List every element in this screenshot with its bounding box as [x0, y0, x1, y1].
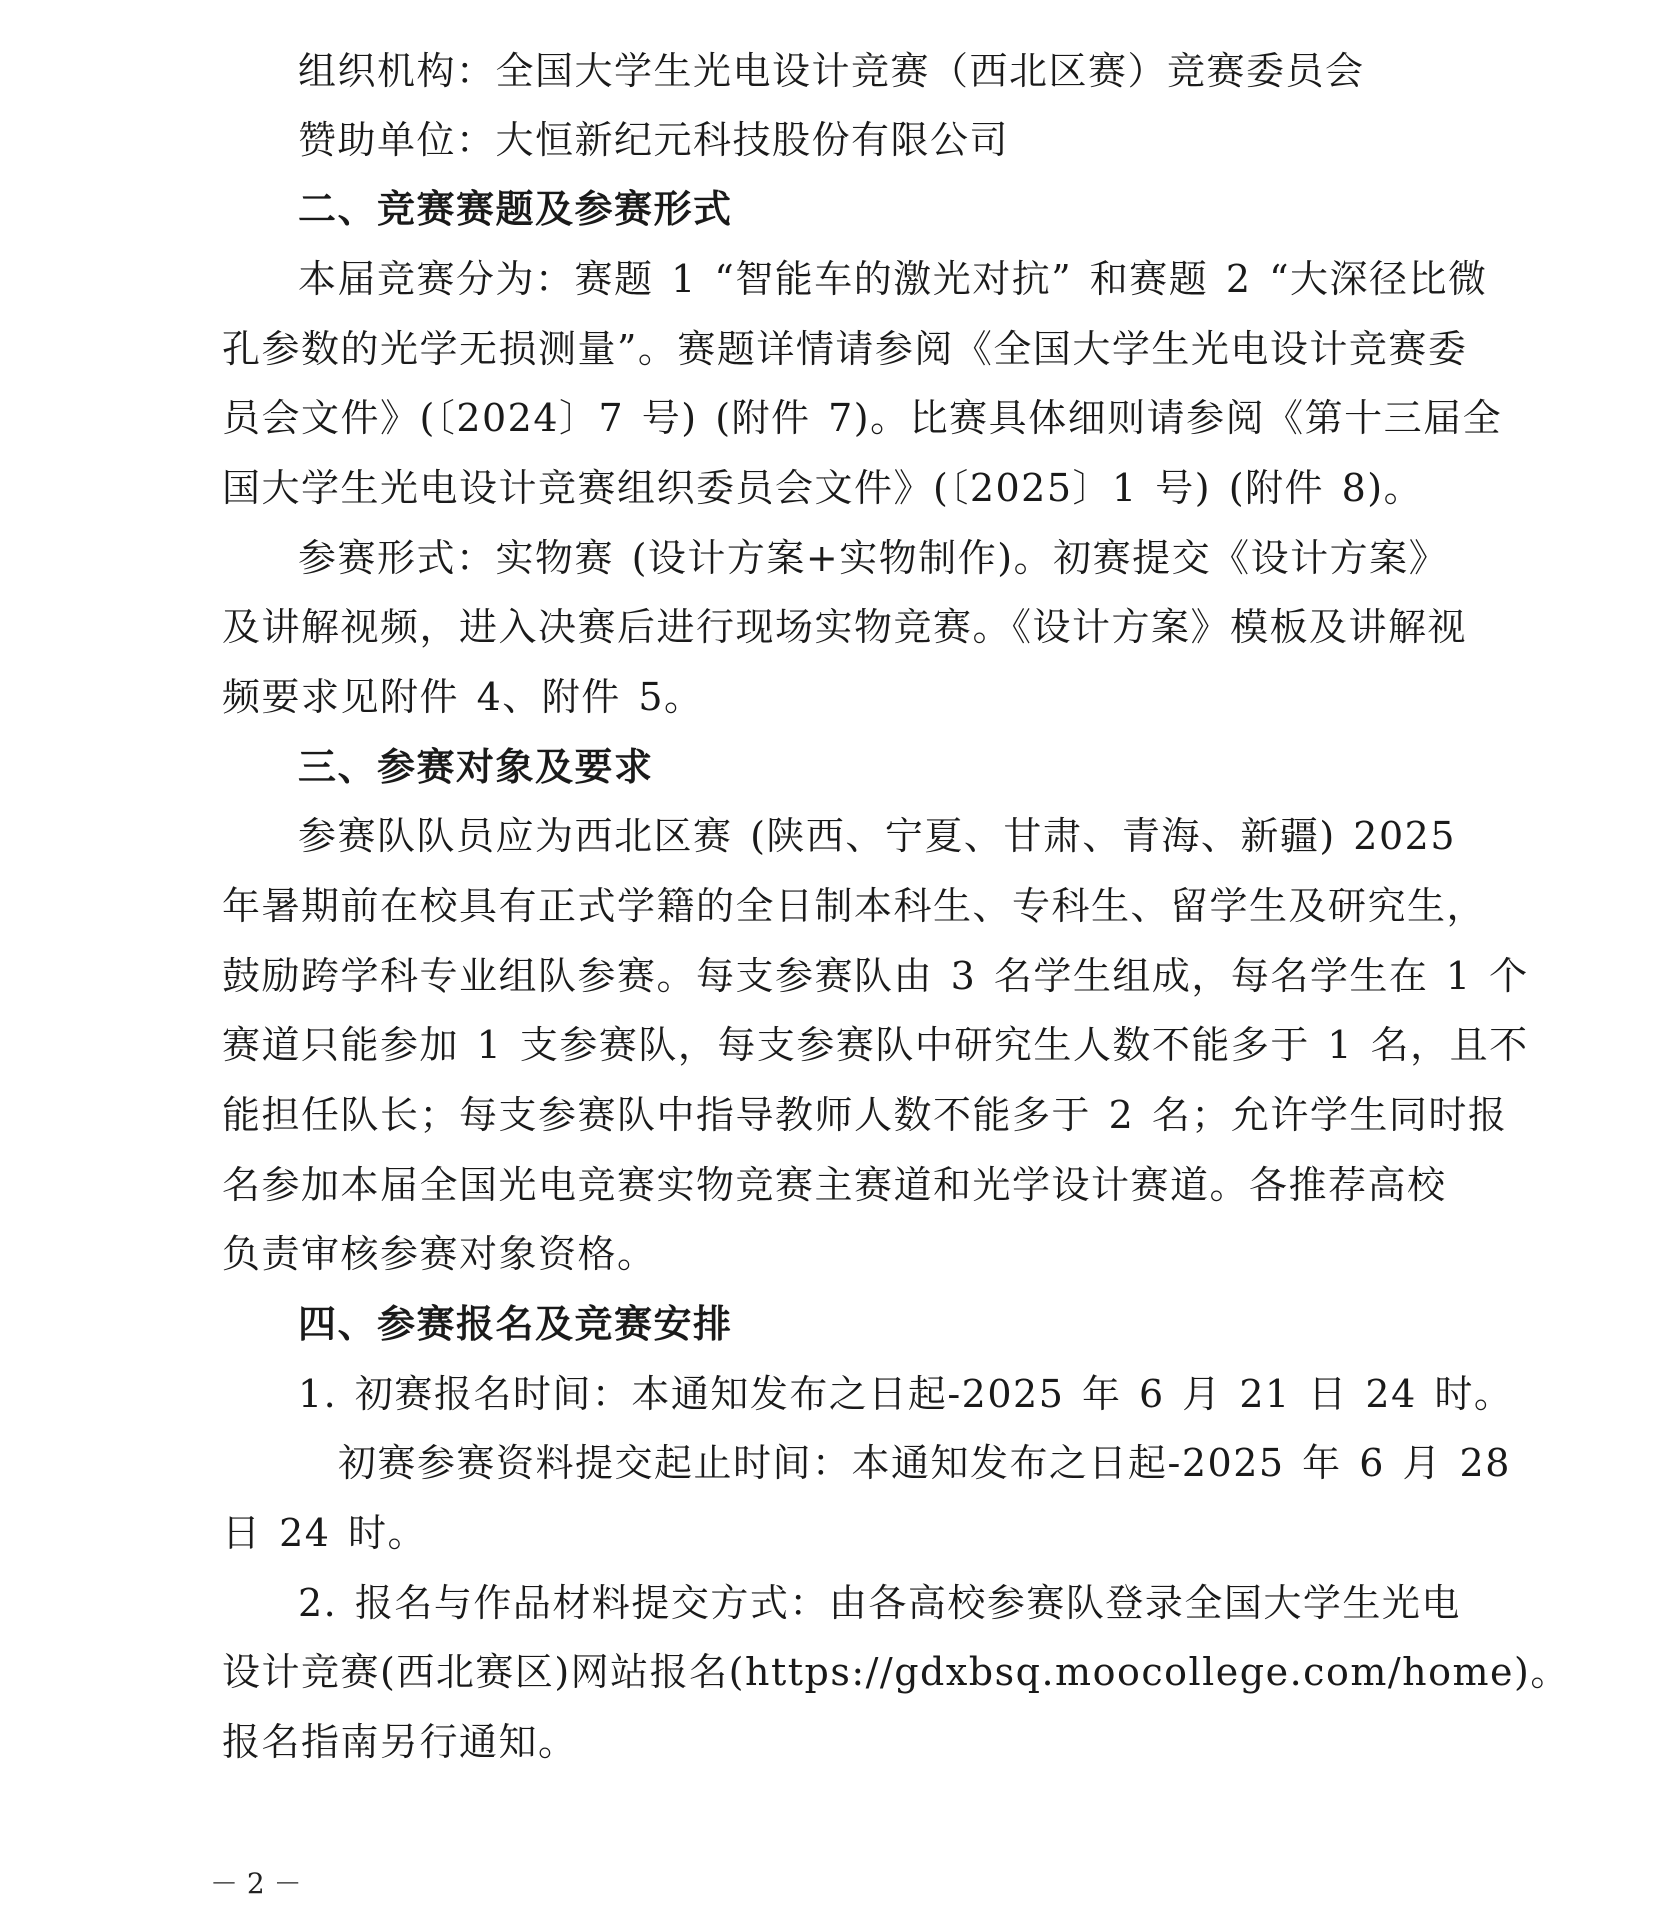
paragraph-line: 及讲解视频，进入决赛后进行现场实物竞赛。《设计方案》模板及讲解视 [222, 605, 1468, 649]
section-heading-4: 四、参赛报名及竞赛安排 [298, 1302, 733, 1346]
section-heading-3: 三、参赛对象及要求 [298, 745, 654, 789]
paragraph-line: 员会文件》(〔2024〕7 号) (附件 7)。比赛具体细则请参阅《第十三届全 [222, 396, 1503, 440]
paragraph-line: 年暑期前在校具有正式学籍的全日制本科生、专科生、留学生及研究生， [222, 884, 1487, 928]
paragraph-line: 日 24 时。 [222, 1511, 428, 1555]
page-number: － 2 － [210, 1867, 302, 1900]
paragraph-line: 本届竞赛分为：赛题 1 “智能车的激光对抗” 和赛题 2 “大深径比微 [298, 257, 1488, 301]
paragraph-sponsor: 赞助单位：大恒新纪元科技股份有限公司 [298, 118, 1010, 162]
paragraph-line: 国大学生光电设计竞赛组织委员会文件》(〔2025〕1 号) (附件 8)。 [222, 466, 1424, 510]
paragraph-organizer: 组织机构：全国大学生光电设计竞赛（西北区赛）竞赛委员会 [298, 49, 1365, 93]
paragraph-line: 孔参数的光学无损测量”。赛题详情请参阅《全国大学生光电设计竞赛委 [222, 327, 1468, 371]
paragraph-line: 参赛形式：实物赛 (设计方案+实物制作)。初赛提交《设计方案》 [298, 536, 1449, 580]
paragraph-line: 频要求见附件 4、附件 5。 [222, 675, 704, 719]
paragraph-line: 负责审核参赛对象资格。 [222, 1232, 657, 1276]
paragraph-line: 报名指南另行通知。 [222, 1720, 578, 1764]
paragraph-line: 参赛队队员应为西北区赛 (陕西、宁夏、甘肃、青海、新疆) 2025 [298, 814, 1457, 858]
paragraph-line: 2. 报名与作品材料提交方式：由各高校参赛队登录全国大学生光电 [298, 1581, 1461, 1625]
paragraph-line: 设计竞赛(西北赛区)网站报名(https://gdxbsq.moocollege.com/home)。 [222, 1650, 1570, 1694]
paragraph-line: 名参加本届全国光电竞赛实物竞赛主赛道和光学设计赛道。各推荐高校 [222, 1163, 1447, 1207]
paragraph-line: 能担任队长；每支参赛队中指导教师人数不能多于 2 名；允许学生同时报 [222, 1093, 1508, 1137]
paragraph-line: 鼓励跨学科专业组队参赛。每支参赛队由 3 名学生组成，每名学生在 1 个 [222, 954, 1529, 998]
paragraph-line: 赛道只能参加 1 支参赛队，每支参赛队中研究生人数不能多于 1 名，且不 [222, 1023, 1529, 1067]
section-heading-2: 二、竞赛赛题及参赛形式 [298, 187, 733, 231]
paragraph-line: 1. 初赛报名时间：本通知发布之日起-2025 年 6 月 21 日 24 时。 [298, 1372, 1514, 1416]
paragraph-line: 初赛参赛资料提交起止时间：本通知发布之日起-2025 年 6 月 28 [338, 1441, 1511, 1485]
